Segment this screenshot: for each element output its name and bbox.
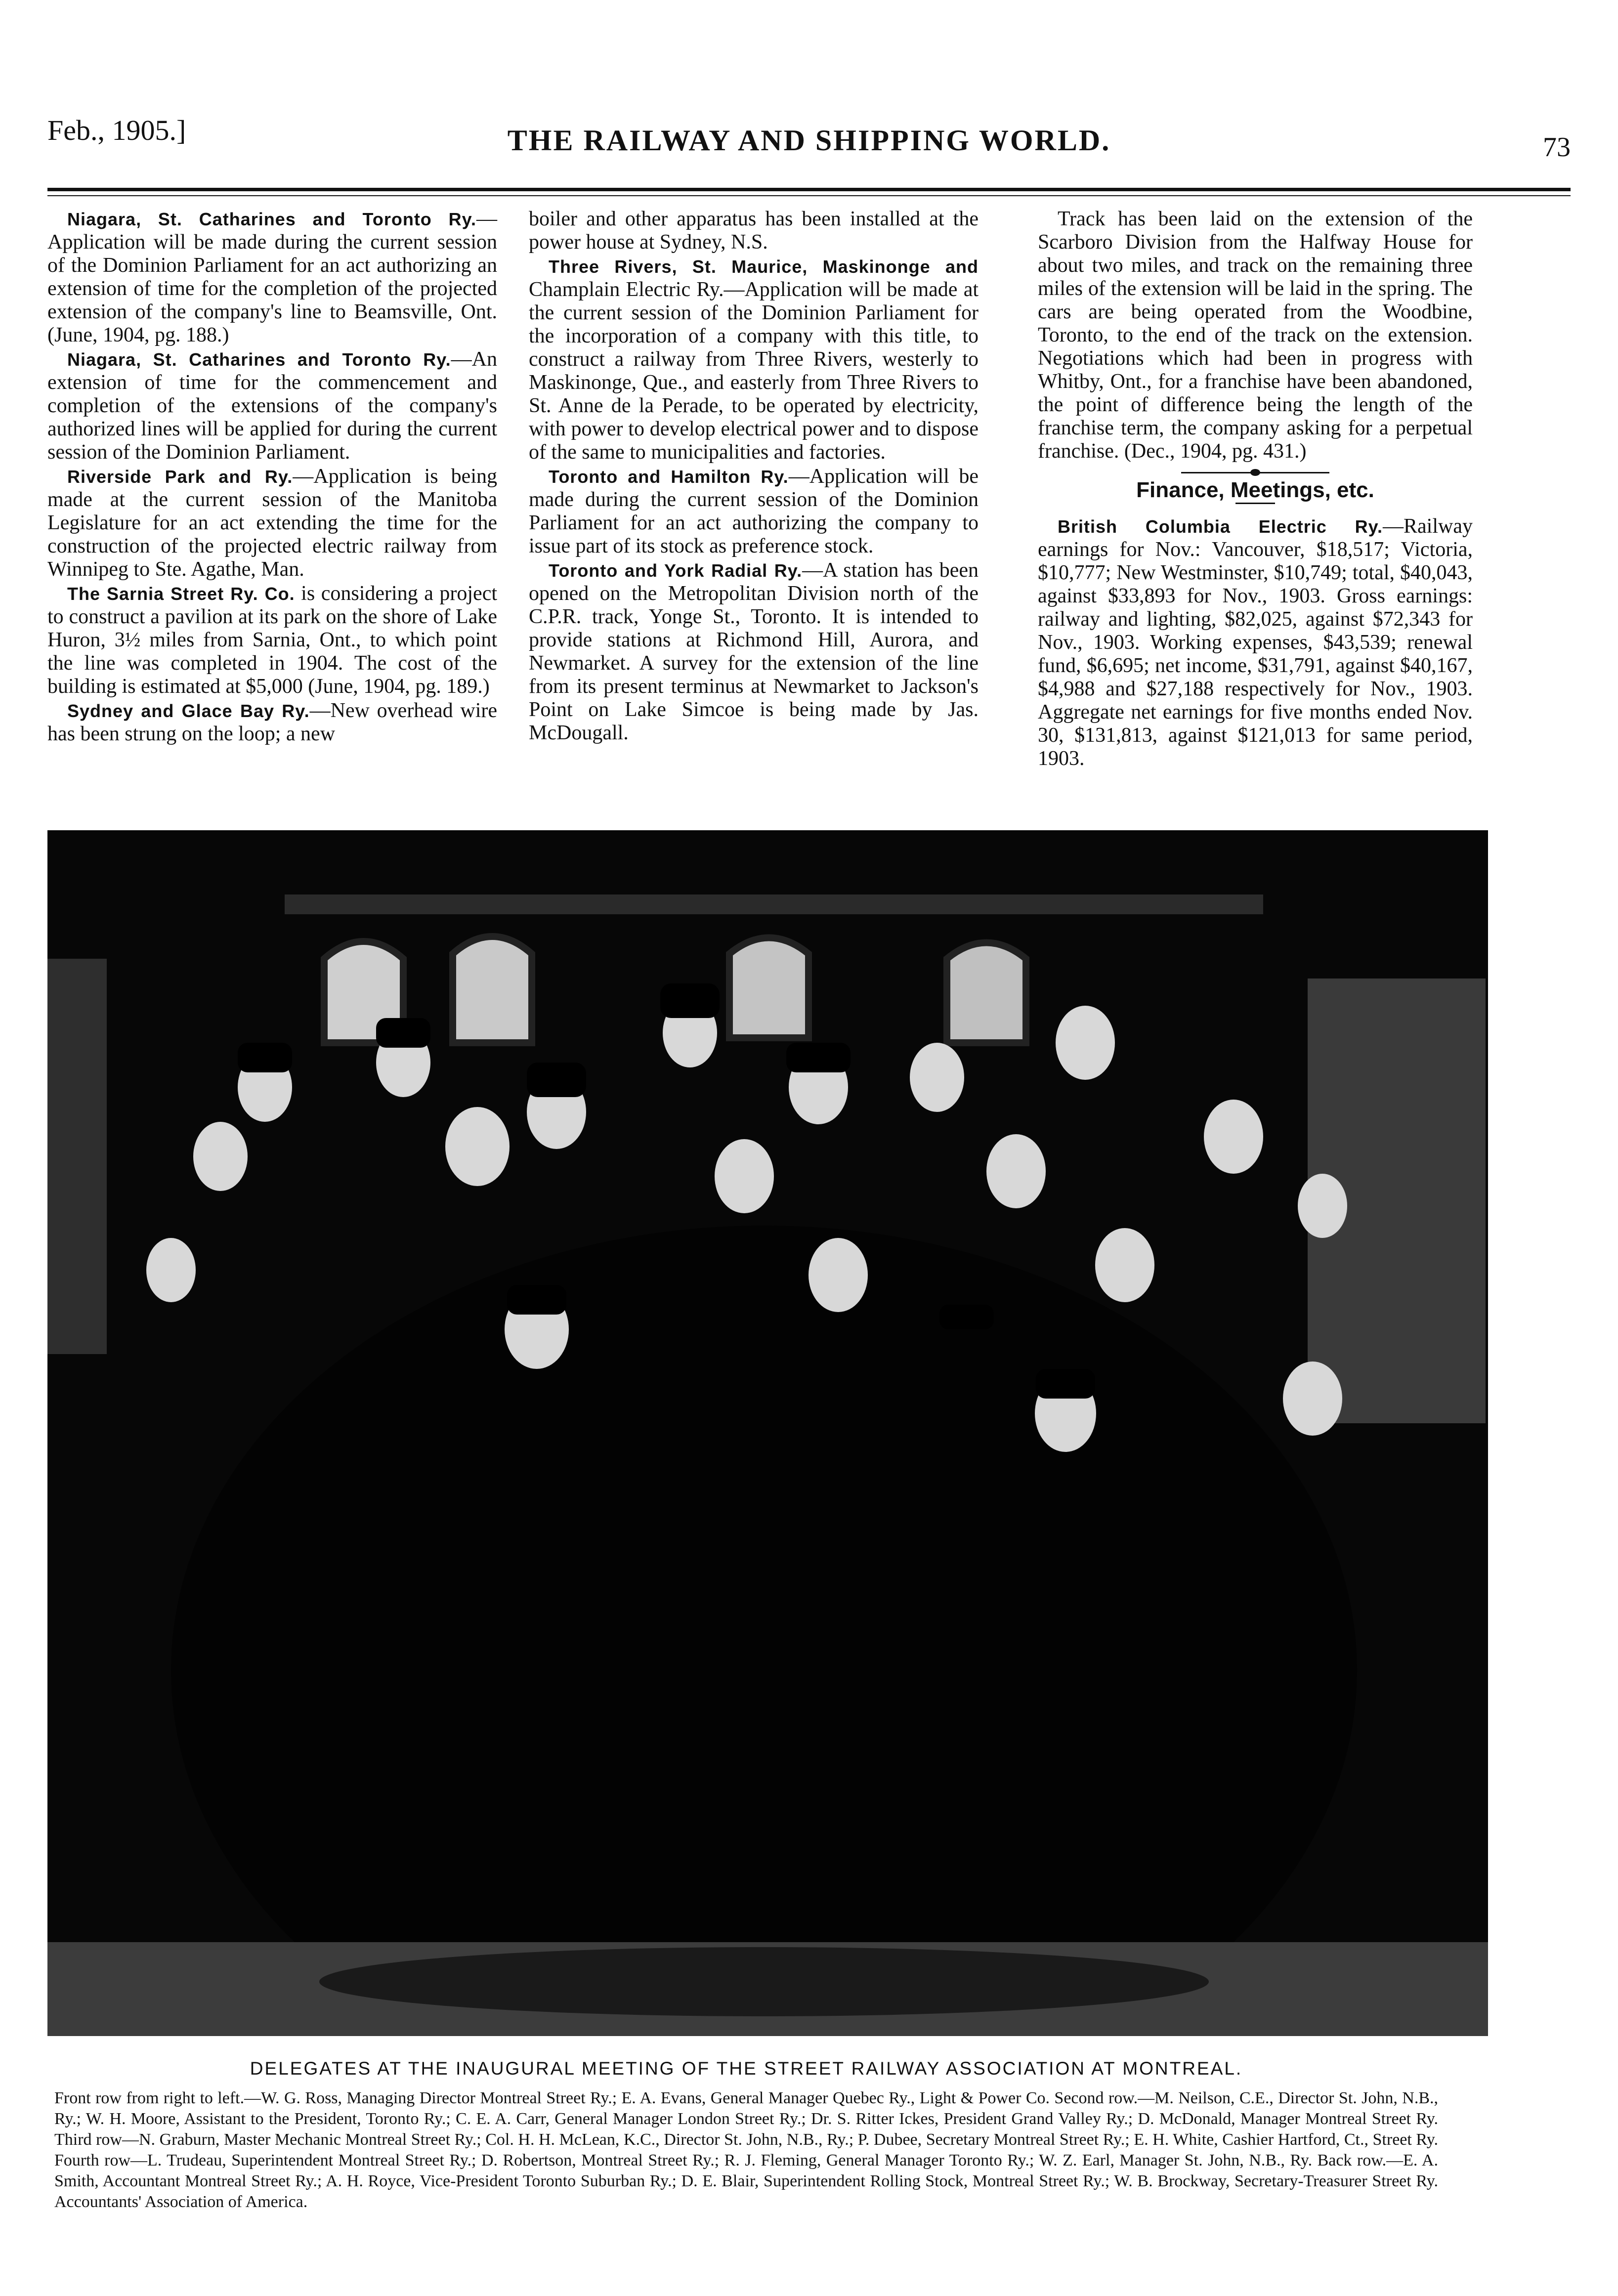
- article-text: Track has been laid on the extension of the Scarboro Division from the Halfway House for about two miles, and track on the remaining three miles of the extension will be laid in the spring. The cars are being operated from the Woodbine, Toronto, to the end of the track on the extension. Negotiations which had been in progress with Whitby, Ont., for a franchise have been abandoned, the point of difference being the length of the franchise term, the company asking for a perpetual franchise. (Dec., 1904, pg. 431.): [1038, 208, 1473, 463]
- article-text: —A station has been opened on the Metropolitan Division north of the C.P.R. track, Yonge St., Toronto. It is intended to provide stations at Richmond Hill, Aurora, and Newmarket. A survey for the extension of the line from its present terminus at Newmarket to Jackson's Point on Lake Simcoe is being made by Jas. McDougall.: [529, 559, 979, 744]
- article-paragraph: [47, 465, 497, 581]
- article-paragraph: [47, 348, 497, 464]
- article-lead: Sydney and Glace Bay Ry.: [67, 701, 310, 721]
- text-column-2: [529, 208, 979, 746]
- section-divider: [1181, 472, 1329, 473]
- article-paragraph: [47, 582, 497, 698]
- section-rule: [1235, 503, 1275, 504]
- article-paragraph: [529, 465, 979, 558]
- photo-caption: [54, 2058, 1438, 2212]
- article-lead: Three Rivers, St. Maurice, Maskinonge and: [549, 256, 979, 277]
- article-text: —New overhead wire has been strung on the loop; a new: [47, 699, 497, 745]
- issue-date: Feb., 1905.]: [47, 114, 186, 146]
- photo-illustration: [47, 830, 1488, 2036]
- article-lead: Toronto and Hamilton Ry.: [549, 467, 789, 487]
- article-text: Champlain Electric Ry.—Application will be made at the current session of the Dominion Parliament for the incorporation of a company with this title, to construct a railway from Three Rivers, westerly to Maskinonge, Que., and easterly from Three Rivers to St. Anne de la Perade, to be operated by electricity, with power to develop electrical power and to dispose of the same to municipalities and factories.: [529, 278, 979, 464]
- article-text: —Railway earnings for Nov.: Vancouver, $18,517; Victoria, $10,777; New Westminster, $10,749; total, $40,043, against $33,893 for Nov., 1903. Gross earnings: railway and lighting, $82,025, against $72,343 for Nov., 1903. Working expenses, $43,539; renewal fund, $6,695; net income, $31,791, against $40,167, $4,988 and $27,188 respectively for Nov., 1903. Aggregate net earnings for five months ended Nov. 30, $131,813, against $121,013 for same period, 1903.: [1038, 515, 1473, 770]
- article-lead: British Columbia Electric Ry.: [1058, 516, 1383, 537]
- article-paragraph: [529, 208, 979, 254]
- header-rule-thin: [47, 195, 1571, 196]
- page-header: [47, 99, 1571, 163]
- publication-title: THE RAILWAY AND SHIPPING WORLD.: [507, 124, 1111, 157]
- article-text: boiler and other apparatus has been installed at the power house at Sydney, N.S.: [529, 208, 979, 254]
- article-lead: Toronto and York Radial Ry.: [549, 560, 803, 581]
- group-photograph: [47, 830, 1488, 2036]
- caption-title: DELEGATES AT THE INAUGURAL MEETING OF THE STREET RAILWAY ASSOCIATION AT MONTREAL.: [250, 2058, 1243, 2079]
- article-paragraph: [1038, 515, 1473, 770]
- article-text: —Application will be made during the current session of the Dominion Parliament for an act authorizing the company to issue part of its stock as preference stock.: [529, 465, 979, 557]
- section-heading: Finance, Meetings, etc.: [1136, 478, 1374, 502]
- article-lead: Riverside Park and Ry.: [67, 467, 293, 487]
- article-paragraph: [47, 699, 497, 746]
- article-paragraph: [529, 255, 979, 464]
- article-lead: The Sarnia Street Ry. Co.: [67, 584, 295, 604]
- article-lead: Niagara, St. Catharines and Toronto Ry.: [67, 349, 451, 370]
- article-paragraph: [1038, 208, 1473, 463]
- article-paragraph: [529, 559, 979, 745]
- article-lead: Niagara, St. Catharines and Toronto Ry.: [67, 209, 476, 229]
- page-number: 73: [1543, 132, 1571, 163]
- article-text: —An extension of time for the commencement and completion of the extensions of the company's authorized lines will be applied for during the current session of the Dominion Parliament.: [47, 348, 497, 464]
- text-column-1: [47, 208, 497, 747]
- caption-body: Front row from right to left.—W. G. Ross, Managing Director Montreal Street Ry.; E. A. Evans, General Manager Quebec Ry., Light & Power Co. Second row.—M. Neilson, C.E., Director St. John, N.B., Ry.; W. H. Moore, Assistant to the President, Toronto Ry.; C. E. A. Carr, General Manager London Street Ry.; Dr. S. Ritter Ickes, President Grand Valley Ry.; D. McDonald, Manager Montreal Street Ry. Third row—N. Graburn, Master Mechanic Montreal Street Ry.; Col. H. H. McLean, K.C., Director St. John, N.B., Ry.; P. Dubee, Secretary Montreal Street Ry.; E. H. White, Cashier Hartford, Ct., Street Ry. Fourth row—L. Trudeau, Superintendent Montreal Street Ry.; D. Robertson, Montreal Street Ry.; R. J. Fleming, General Manager Toronto Ry.; W. Z. Earl, Manager St. John, N.B., Ry. Back row.—E. A. Smith, Accountant Montreal Street Ry.; A. H. Royce, Vice-President Toronto Suburban Ry.; D. E. Blair, Superintendent Rolling Stock, Montreal Street Ry.; W. B. Brockway, Secretary-Treasurer Street Ry. Accountants' Association of America.: [54, 2089, 1438, 2211]
- article-text: is considering a project to construct a pavilion at its park on the shore of Lake Huron, 3½ miles from Sarnia, Ont., to which point the line was completed in 1904. The cost of the building is estimated at $5,000 (June, 1904, pg. 189.): [47, 582, 498, 698]
- article-text: —Application is being made at the current session of the Manitoba Legislature for an act extending the time for the construction of the projected electric railway from Winnipeg to Ste. Agathe, Man.: [47, 465, 497, 581]
- article-text: —Application will be made during the current session of the Dominion Parliament for an act authorizing an extension of time for the completion of the projected extension of the company's line to Beamsville, Ont. (June, 1904, pg. 188.): [47, 208, 497, 346]
- article-paragraph: [47, 208, 497, 347]
- text-column-3: [1038, 208, 1473, 771]
- header-rule-thick: [47, 188, 1571, 191]
